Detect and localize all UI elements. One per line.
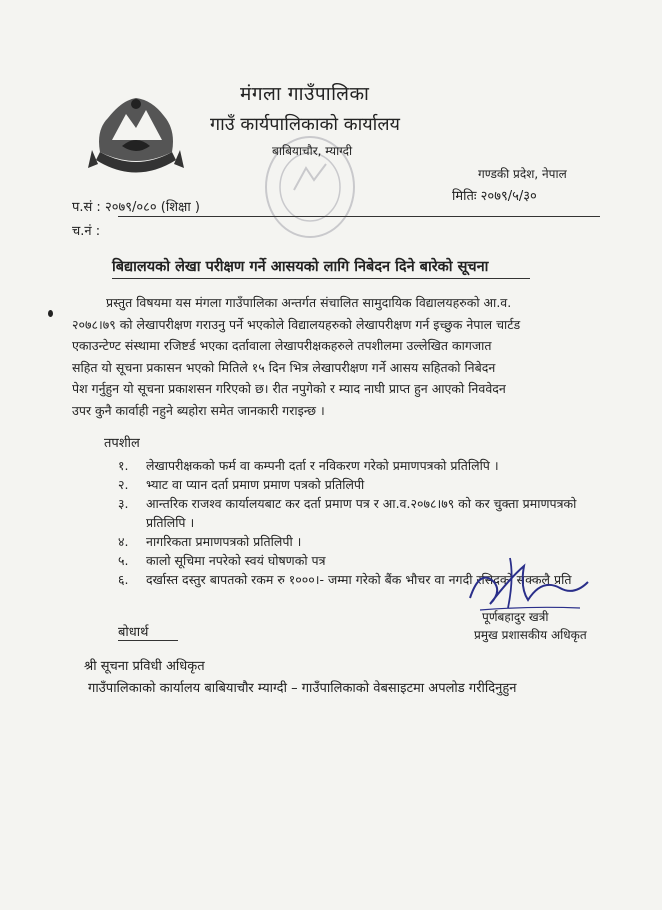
body-line: उपर कुनै कार्वाही नहुने ब्यहोरा समेत जानकारी गराइन्छ । bbox=[72, 402, 325, 418]
list-item: ६. दर्खास्त दस्तुर बापतको रकम रु १०००।- जम्मा गरेको बैंक भौचर वा नगदी रसिदको सक्कलै प्रति bbox=[118, 572, 572, 587]
signatory-name: पूर्णबहादुर खत्री bbox=[482, 610, 549, 624]
signatory-title: प्रमुख प्रशासकीय अधिकृत bbox=[474, 628, 587, 642]
province-label: गण्डकी प्रदेश, नेपाल bbox=[478, 167, 567, 181]
list-item: ५. कालो सूचिमा नपरेको स्वयं घोषणको पत्र bbox=[118, 553, 326, 568]
notice-body bbox=[72, 292, 590, 421]
notice-subject: बिद्यालयको लेखा परीक्षण गर्ने आसयको लागि निबेदन दिने बारेको सूचना bbox=[112, 259, 489, 275]
cc-underline bbox=[118, 640, 178, 641]
body-line: २०७८।७९ को लेखापरीक्षण गराउनु पर्ने भएकोले विद्यालयहरुको लेखापरीक्षण गर्न इच्छुक नेपाल चार्टड bbox=[72, 316, 521, 332]
office-name: गाउँ कार्यपालिकाको कार्यालय bbox=[210, 114, 400, 135]
cc-recipient: श्री सूचना प्रविधी अधिकृत bbox=[84, 659, 205, 674]
government-emblem-icon bbox=[86, 90, 186, 182]
office-address: बाबियाचौर, म्याग्दी bbox=[272, 144, 353, 158]
cc-instruction: गाउँपालिकाको कार्यालय बाबियाचौर म्याग्दी – गाउँपालिकाको वेबसाइटमा अपलोड गरीदिनुहुन bbox=[88, 681, 517, 696]
list-item: १. लेखापरीक्षकको फर्म वा कम्पनी दर्ता र नविकरण गरेको प्रमाणपत्रको प्रतिलिपि । bbox=[118, 458, 499, 473]
ink-mark bbox=[48, 310, 53, 317]
dispatch-number: च.नं : bbox=[72, 224, 101, 239]
header-divider bbox=[118, 216, 600, 217]
cc-heading: बोधार्थ bbox=[118, 625, 149, 640]
body-line: सहित यो सूचना प्रकासन भएको मितिले १५ दिन भित्र लेखापरीक्षण गर्ने आसय सहितको निबेदन bbox=[72, 359, 496, 375]
org-name: मंगला गाउँपालिका bbox=[240, 83, 370, 105]
tapsil-heading: तपशील bbox=[104, 436, 140, 451]
reference-number: प.सं : २०७९/०८० (शिक्षा ) bbox=[72, 200, 200, 215]
body-line: पेश गर्नुहुन यो सूचना प्रकाशसन गरिएको छ। रीत नपुगेको र म्याद नाघी प्राप्त हुन आएको निववेदन bbox=[72, 381, 506, 396]
body-line: प्रस्तुत विषयमा यस मंगला गाउँपालिका अन्तर्गत संचालित सामुदायिक विद्यालयहरुको आ.व. bbox=[106, 295, 512, 310]
list-item: २. भ्याट वा प्यान दर्ता प्रमाण प्रमाण पत्रको प्रतिलिपी bbox=[118, 477, 365, 492]
body-line: एकाउन्टेण्ट संस्थामा रजिष्टर्ड भएका दर्तावाला लेखापरीक्षकहरुले तपशीलमा उल्लेखित कागजात bbox=[72, 338, 492, 353]
list-item: ३. आन्तरिक राजश्व कार्यालयबाट कर दर्ता प्रमाण पत्र र आ.व.२०७८।७९ को कर चुक्ता प्रमाणपत्रको प्रतिलिपि । bbox=[118, 496, 577, 530]
subject-underline bbox=[112, 278, 530, 279]
letter-date: मितिः २०७९/५/३० bbox=[452, 189, 537, 204]
list-item: ४. नागरिकता प्रमाणपत्रको प्रतिलिपी । bbox=[118, 534, 302, 549]
